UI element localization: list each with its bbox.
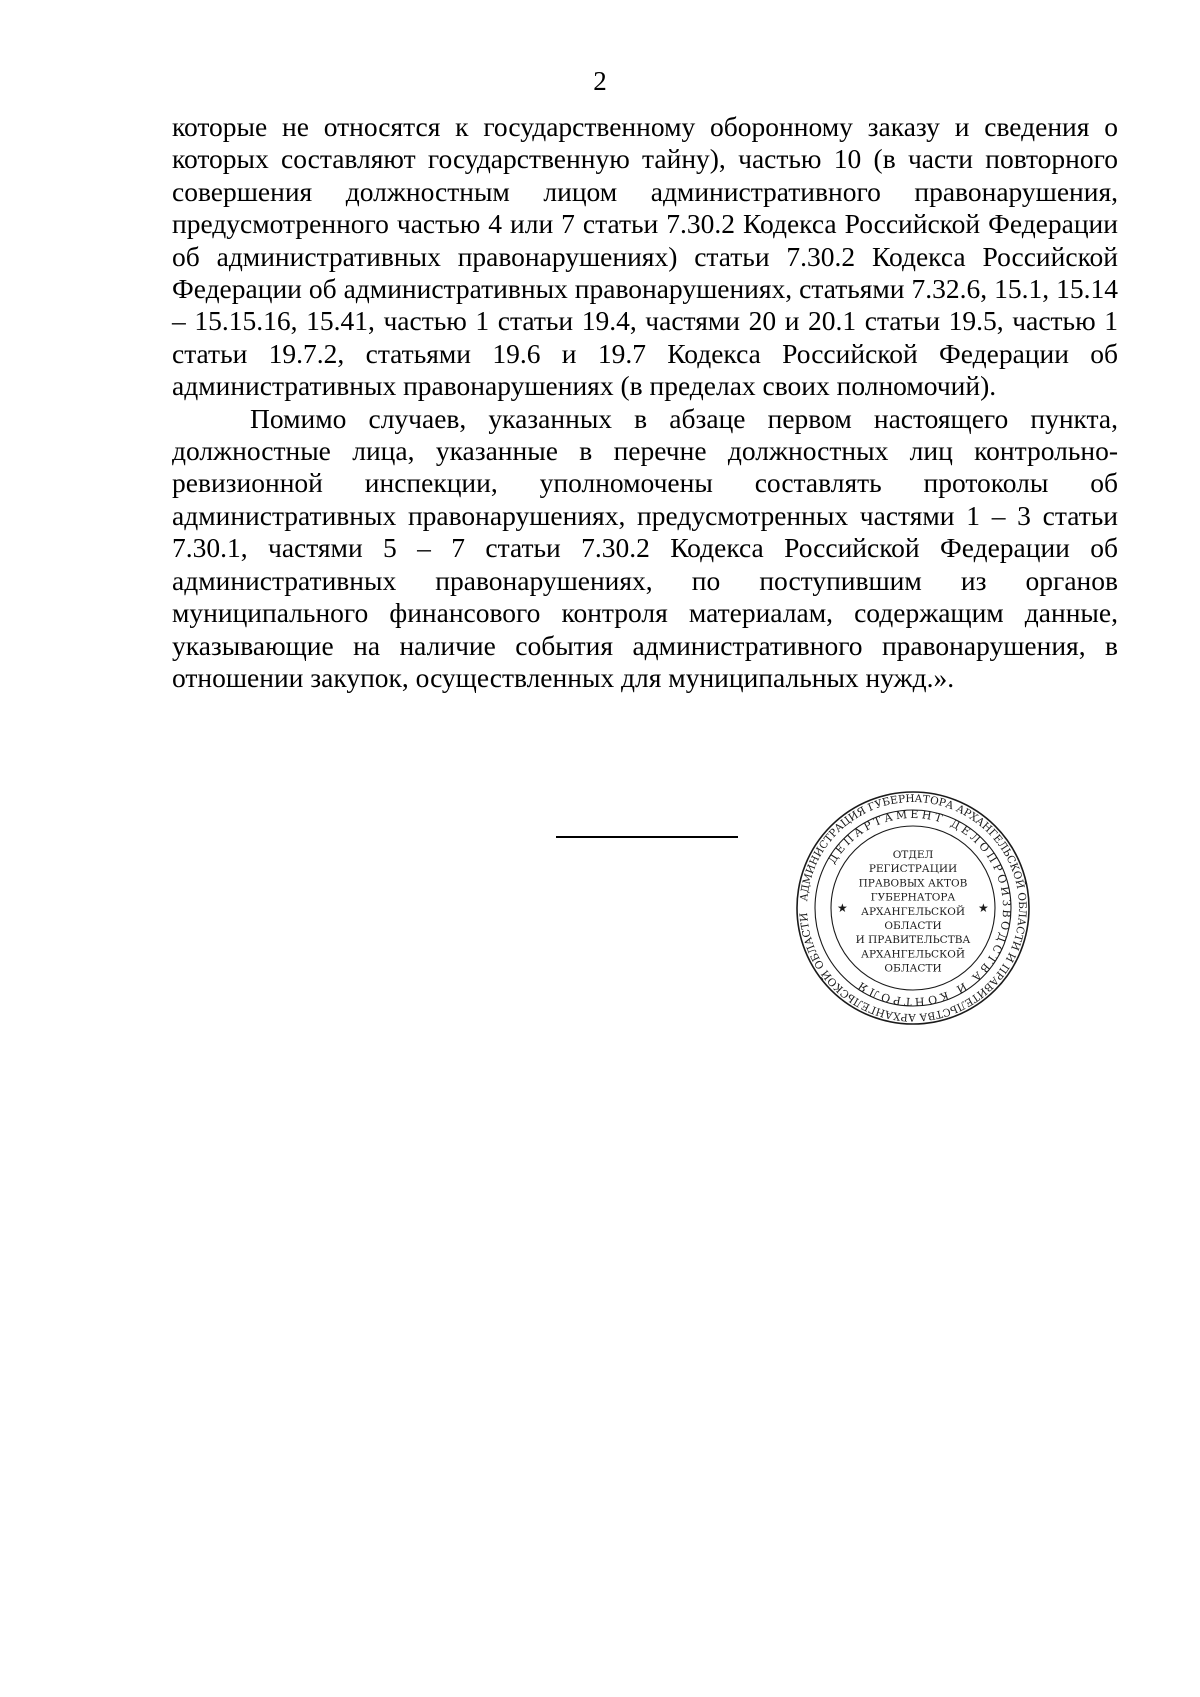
stamp-inner-line: ОБЛАСТИ [884,962,942,975]
page-number: 2 [593,66,607,96]
stamp-inner-line: АРХАНГЕЛЬСКОЙ [861,948,965,961]
signature-line [556,836,738,838]
paragraph-continuation: которые не относятся к государственному оборонному заказу и сведения о которых составляют государственную тайну), частью 10 (в части повторного совершения должностным лицом административного правонарушения, предусмотренного частью 4 или 7 статьи 7.30.2 Кодекса Российской Федерации об административных правонарушениях) статьи 7.30.2 Кодекса Российской Федерации об административных правонарушениях, статьями 7.32.6, 15.1, 15.14 – 15.15.16, 15.41, частью 1 статьи 19.4, частями 20 и 20.1 статьи 19.5, частью 1 статьи 19.7.2, статьями 19.6 и 19.7 Кодекса Российской Федерации об административных правонарушениях (в пределах своих полномочий). [172,111,1118,402]
star-icon: ★ [978,901,989,915]
stamp-inner-line: ОБЛАСТИ [884,920,942,932]
stamp-inner-line: ОТДЕЛ [892,849,934,861]
stamp-inner-line: ПРАВОВЫХ АКТОВ [858,877,968,890]
stamp-inner-line: ГУБЕРНАТОРА [870,891,956,904]
stamp-inner-line: И ПРАВИТЕЛЬСТВА [855,934,971,947]
stamp-ring-text: ДЕПАРТАМЕНТ ДЕЛОПРОИЗВОДСТВА И КОНТРОЛЯ [825,807,1014,1009]
stamp-inner-line: АРХАНГЕЛЬСКОЙ [861,905,965,918]
star-icon: ★ [837,901,848,915]
paragraph-second: Помимо случаев, указанных в абзаце первом настоящего пункта, должностные лица, указанные в перечне должностных лиц контрольно-ревизионной инспекции, уполномочены составлять протоколы об административных правонарушениях, предусмотренных частями 1 – 3 статьи 7.30.1, частями 5 – 7 статьи 7.30.2 Кодекса Российской Федерации об административных правонарушениях, по поступившим из органов муниципального финансового контроля материалам, содержащим данные, указывающие на наличие события административного правонарушения, в отношении закупок, осуществленных для муниципальных нужд.». [172,402,1118,693]
body-text [172,111,1118,694]
stamp-outer-text: АДМИНИСТРАЦИЯ ГУБЕРНАТОРА АРХАНГЕЛЬСКОЙ ОБЛАСТИ И ПРАВИТЕЛЬСТВА АРХАНГЕЛЬСКОЙ ОБЛАСТИ [798,792,1029,1024]
official-stamp-seal [795,790,1031,1026]
stamp-inner-line: РЕГИСТРАЦИИ [868,863,958,876]
